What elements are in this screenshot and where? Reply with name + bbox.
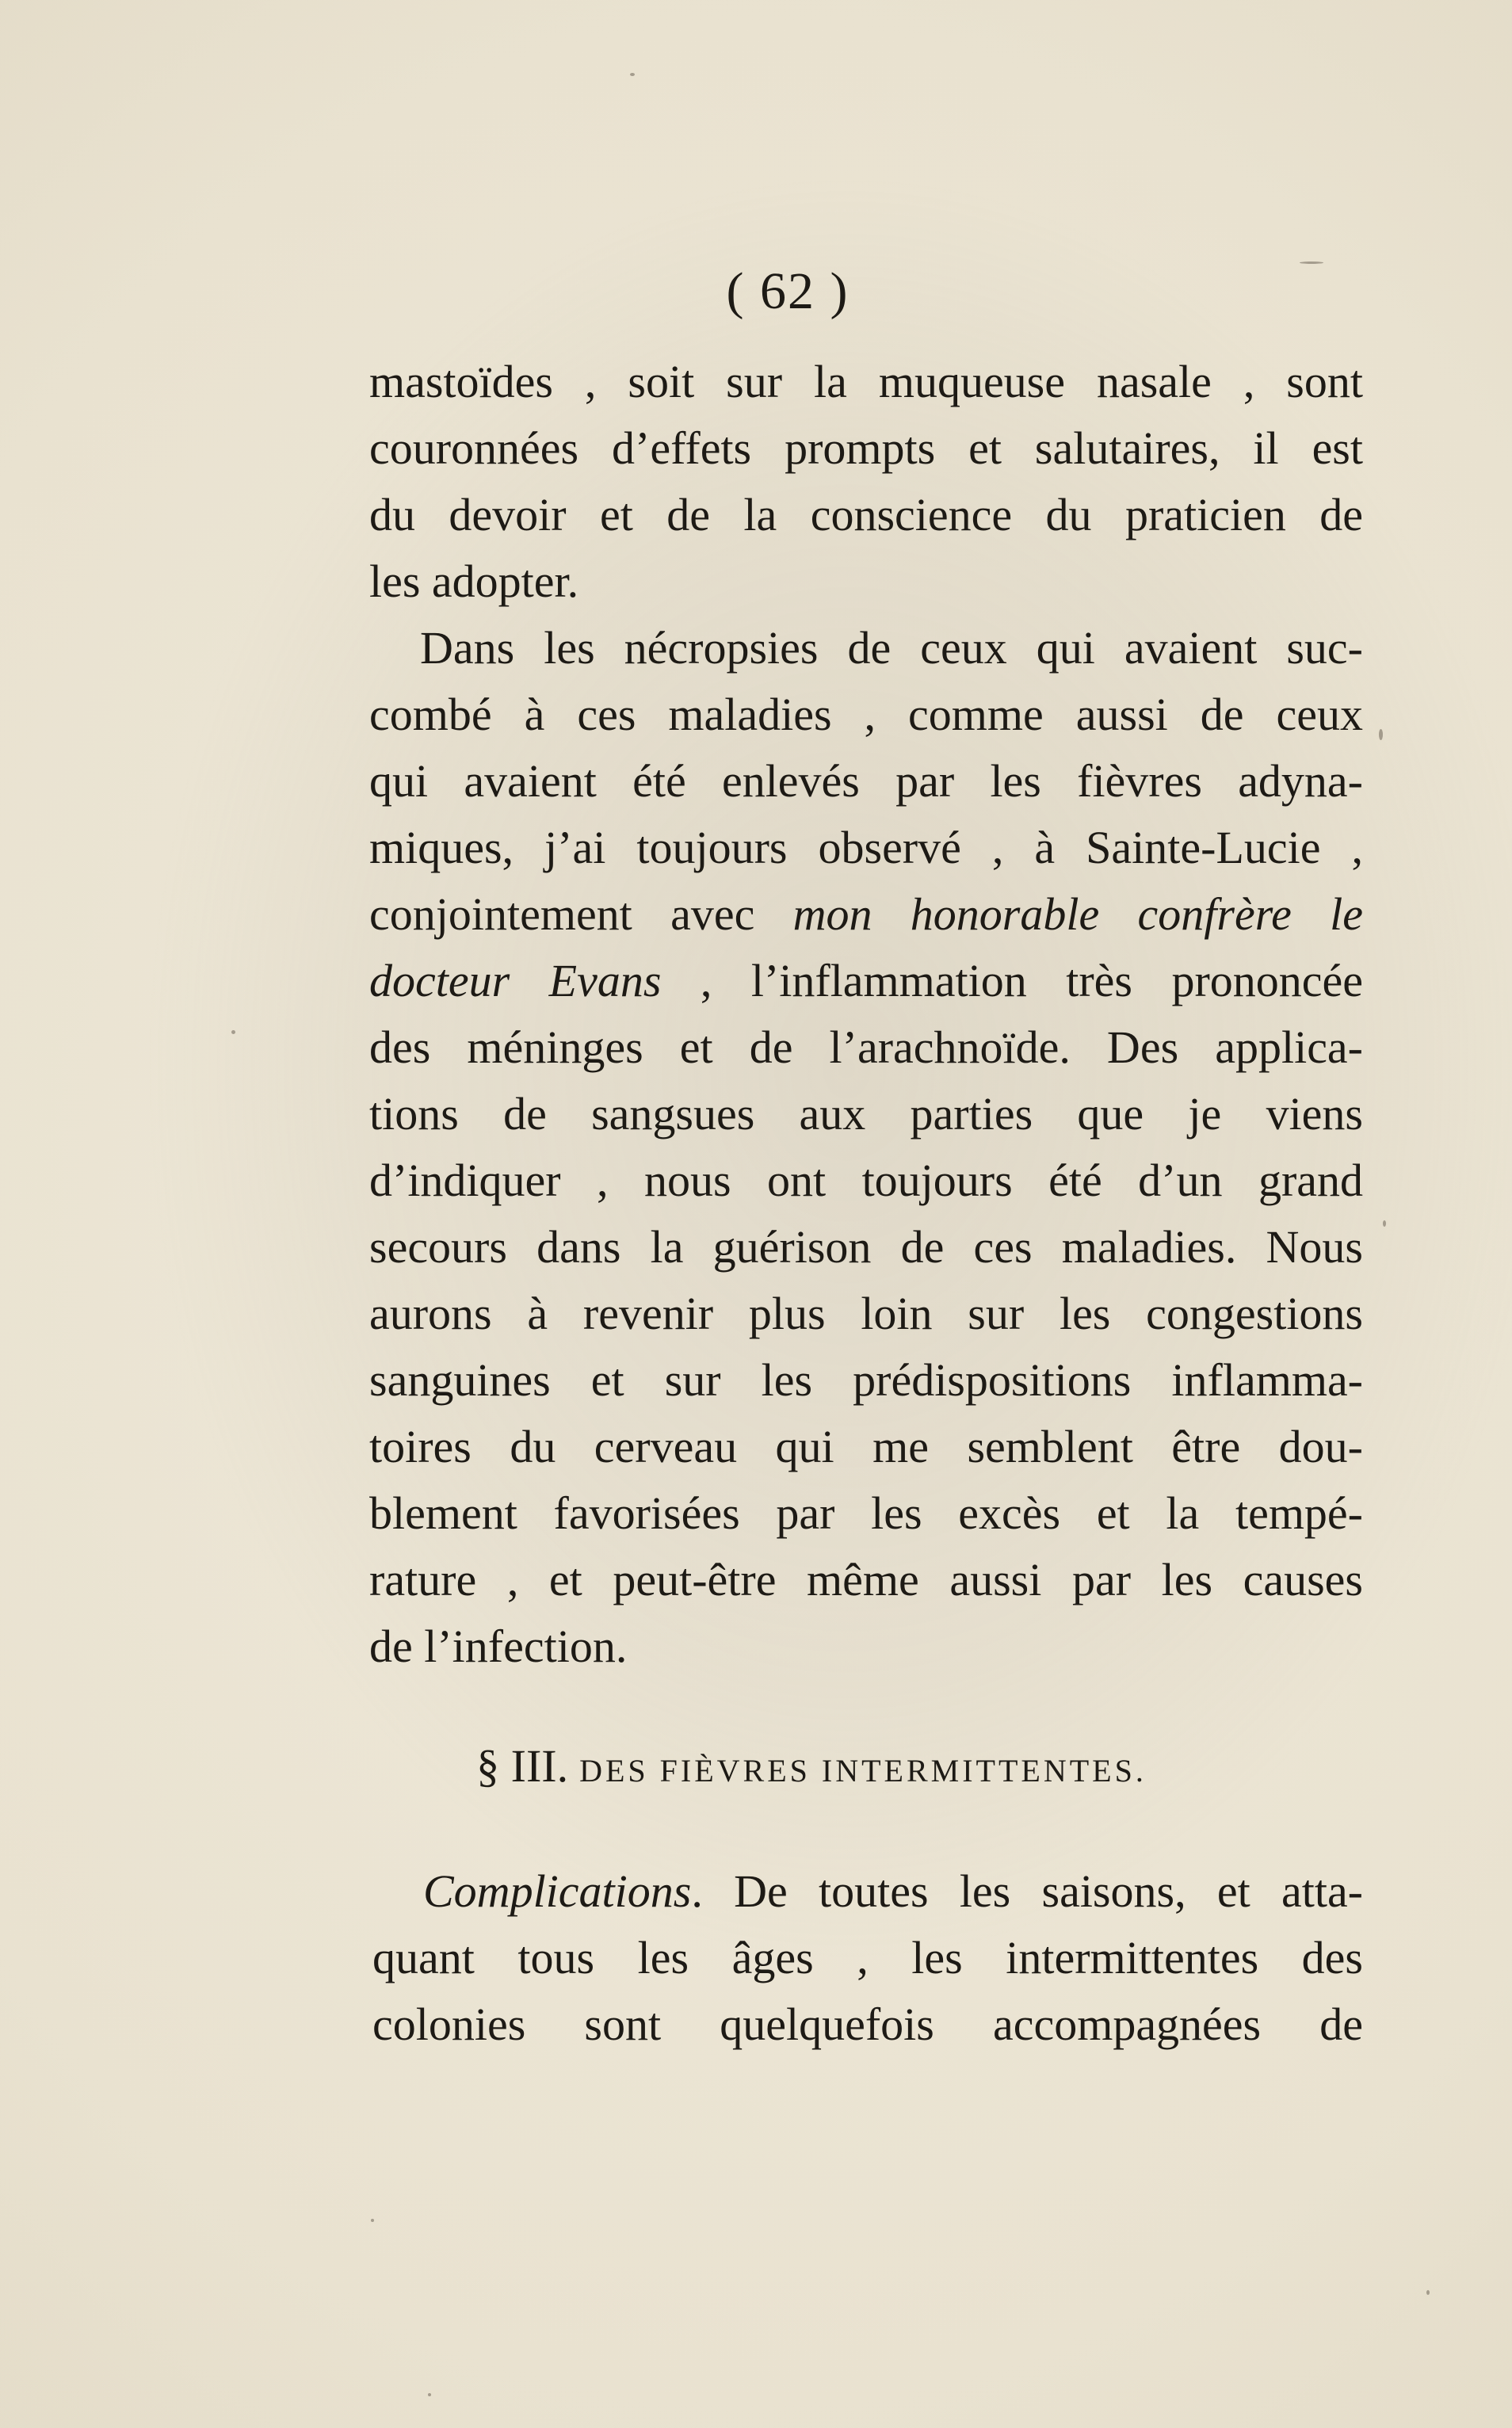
paper-speck — [1300, 262, 1323, 264]
text-line: toires du cerveau qui me semblent être dou- — [369, 1421, 1363, 1472]
text-line: couronnées d’effets prompts et salutaires, il est — [369, 422, 1363, 474]
section-title: DES FIÈVRES INTERMITTENTES. — [579, 1753, 1147, 1789]
text-fragment: , l’inflammation très prononcée — [661, 955, 1363, 1006]
text-line: miques, j’ai toujours observé , à Sainte-Lucie , — [369, 822, 1363, 873]
text-fragment: conjointement avec — [369, 888, 793, 940]
text-line: quant tous les âges , les intermittentes des — [372, 1932, 1363, 1983]
text-line: de l’infection. — [369, 1621, 628, 1672]
text-line — [369, 881, 1363, 948]
section-heading — [55, 1739, 1512, 1792]
text-line: Dans les nécropsies de ceux qui avaient suc- — [420, 622, 1363, 674]
body-text — [369, 349, 1363, 1680]
text-line: mastoïdes , soit sur la muqueuse nasale , sont — [369, 356, 1363, 407]
text-line: tions de sangsues aux parties que je viens — [369, 1088, 1363, 1140]
paper-speck — [371, 2219, 374, 2222]
italic-fragment: mon honorable confrère le — [792, 888, 1364, 940]
text-line: colonies sont quelquefois accompagnées de — [372, 1999, 1363, 2050]
text-line: rature , et peut-être même aussi par les causes — [369, 1554, 1363, 1605]
text-line: des méninges et de l’arachnoïde. Des applica- — [369, 1021, 1363, 1073]
text-line: d’indiquer , nous ont toujours été d’un grand — [369, 1155, 1363, 1206]
text-fragment: . De toutes les saisons, et atta- — [691, 1865, 1363, 1917]
text-line: les adopter. — [369, 555, 579, 607]
italic-fragment: docteur Evans — [369, 955, 662, 1006]
section-number: § III. — [476, 1740, 569, 1792]
paper-speck — [1426, 2290, 1430, 2295]
text-line — [372, 1858, 1363, 1925]
text-line: blement favorisées par les excès et la tempé- — [369, 1487, 1363, 1539]
text-line: combé à ces maladies , comme aussi de ceux — [369, 689, 1363, 740]
paper-speck — [231, 1030, 235, 1034]
text-line: du devoir et de la conscience du praticien de — [369, 489, 1363, 540]
paper-speck — [1379, 729, 1383, 740]
paper-speck — [630, 73, 635, 76]
text-line: secours dans la guérison de ces maladies. Nous — [369, 1221, 1363, 1273]
text-line: aurons à revenir plus loin sur les congestions — [369, 1288, 1363, 1339]
text-line: qui avaient été enlevés par les fièvres adyna- — [369, 755, 1363, 807]
text-line: sanguines et sur les prédispositions inflamma- — [369, 1354, 1363, 1406]
body-text-2 — [372, 1858, 1363, 2058]
text-line — [369, 948, 1363, 1014]
paper-speck — [1383, 1220, 1386, 1227]
paper-speck — [428, 2393, 431, 2396]
page-number: ( 62 ) — [726, 262, 850, 320]
italic-fragment: Complications — [423, 1865, 692, 1917]
